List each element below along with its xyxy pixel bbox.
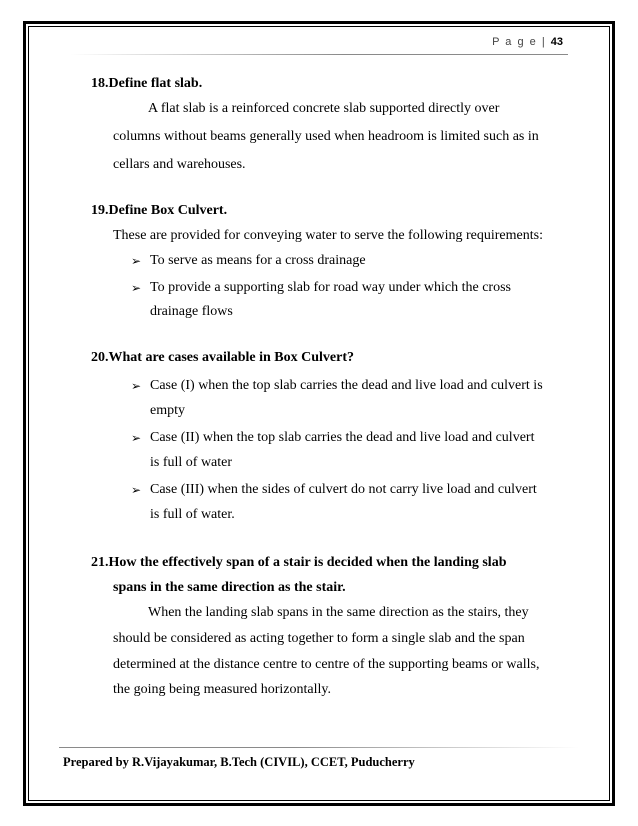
page-label: P a g e (492, 36, 538, 48)
answer-19-bullet-1: To serve as means for a cross drainage (150, 253, 366, 268)
page-number: 43 (550, 36, 563, 48)
answer-21-line-3: determined at the distance centre to centre of the supporting beams or walls, (113, 657, 540, 672)
bullet-arrow-icon: ➢ (131, 254, 142, 268)
answer-20-bullet-2-line-2: is full of water (150, 455, 233, 470)
page-footer: Prepared by R.Vijayakumar, B.Tech (CIVIL), CCET, Puducherry (63, 755, 415, 769)
answer-18-line-3: cellars and warehouses. (113, 157, 246, 172)
bullet-arrow-icon: ➢ (131, 483, 142, 497)
answer-20-bullet-3-line-2: is full of water. (150, 507, 235, 522)
answer-20-bullet-3-line-1: Case (III) when the sides of culvert do not carry live load and culvert (150, 482, 537, 497)
bullet-arrow-icon: ➢ (131, 379, 142, 393)
question-18: 18.Define flat slab. (91, 76, 203, 91)
answer-21-line-2: should be considered as acting together to form a single slab and the span (113, 631, 525, 646)
question-20: 20.What are cases available in Box Culvert? (91, 350, 355, 365)
answer-19-bullet-2-line-1: To provide a supporting slab for road way under which the cross (150, 280, 511, 295)
question-19: 19.Define Box Culvert. (91, 203, 228, 218)
answer-19-intro: These are provided for conveying water to serve the following requirements: (113, 228, 543, 243)
question-21-line-1: 21.How the effectively span of a stair is decided when the landing slab (91, 555, 507, 570)
answer-21-line-1: When the landing slab spans in the same direction as the stairs, they (148, 605, 529, 620)
page-separator: | (541, 36, 547, 48)
answer-18-line-2: columns without beams generally used when headroom is limited such as in (113, 129, 539, 144)
answer-18-line-1: A flat slab is a reinforced concrete slab supported directly over (148, 101, 500, 116)
answer-20-bullet-1-line-2: empty (150, 403, 185, 418)
bullet-arrow-icon: ➢ (131, 281, 142, 295)
answer-21-line-4: the going being measured horizontally. (113, 682, 331, 697)
answer-19-bullet-2-line-2: drainage flows (150, 304, 233, 319)
bullet-arrow-icon: ➢ (131, 431, 142, 445)
answer-20-bullet-2-line-1: Case (II) when the top slab carries the dead and live load and culvert (150, 430, 535, 445)
answer-20-bullet-1-line-1: Case (I) when the top slab carries the dead and live load and culvert is (150, 378, 543, 393)
question-21-line-2: spans in the same direction as the stair. (113, 580, 346, 595)
footer-rule (59, 747, 579, 748)
